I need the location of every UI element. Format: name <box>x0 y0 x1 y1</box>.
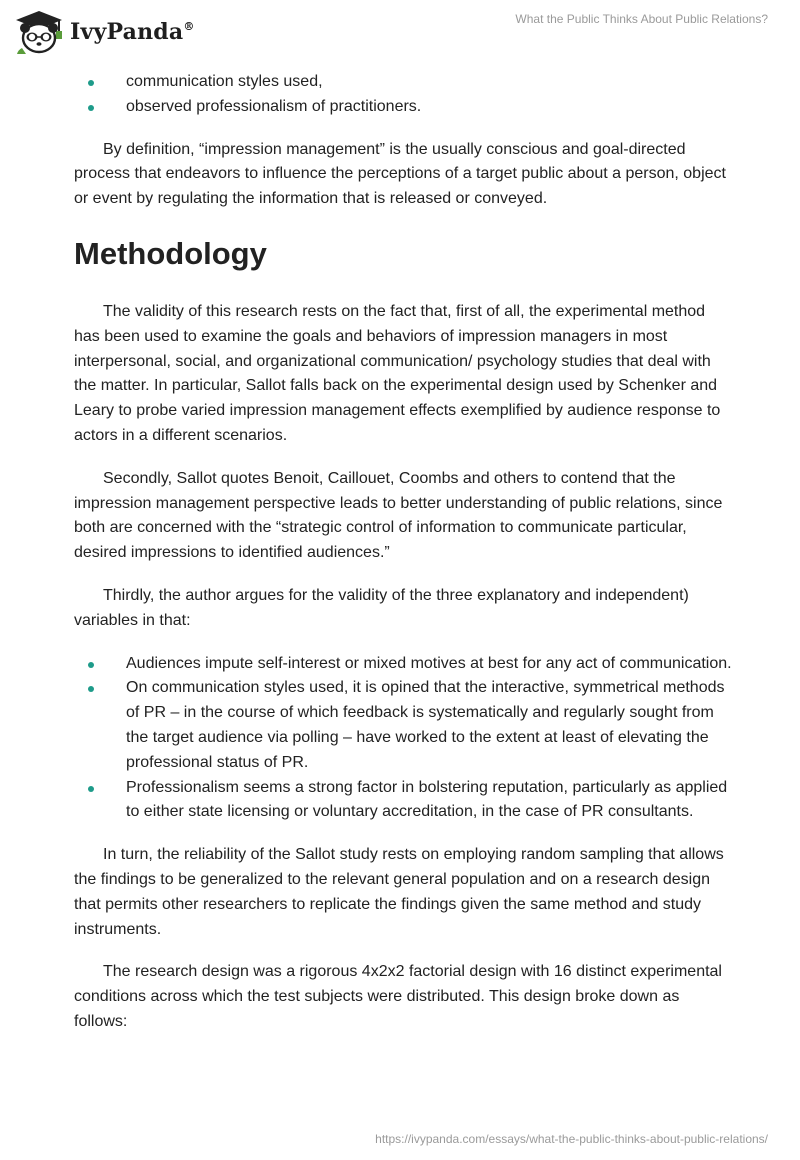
list-item: Audiences impute self-interest or mixed motives at best for any act of communication. <box>74 652 734 677</box>
registered-mark: ® <box>183 20 195 33</box>
bullet-dot-icon <box>88 686 94 692</box>
list-item: observed professionalism of practitioners. <box>74 95 734 120</box>
paragraph: By definition, “impression management” is the usually conscious and goal-directed process that endeavors to influence the perceptions of a target public about a person, object or event by regulating the information that is released or conveyed. <box>74 140 726 208</box>
variables-bullet-list <box>74 652 734 826</box>
list-item: On communication styles used, it is opined that the interactive, symmetrical methods of PR – in the course of which feedback is systematically and regularly sought from the target audience via polling – have worked to the extent at least of elevating the professional status of PR. <box>74 676 734 775</box>
document-title: What the Public Thinks About Public Relations? <box>515 12 768 26</box>
list-item: communication styles used, <box>74 70 734 95</box>
list-item: Professionalism seems a strong factor in bolstering reputation, particularly as applied to either state licensing or voluntary accreditation, in the case of PR consultants. <box>74 776 734 826</box>
intro-bullet-list <box>74 70 734 120</box>
page-header <box>0 0 800 60</box>
paragraph: Secondly, Sallot quotes Benoit, Caillouet, Coombs and others to contend that the impression management perspective leads to better understanding of public relations, since both are concerned with the “strategic control of information to communicate particular, desired impressions to identified audiences.” <box>74 469 723 562</box>
bullet-dot-icon <box>88 105 94 111</box>
ivypanda-logo[interactable] <box>14 10 195 54</box>
brand-name: IvyPanda® <box>70 19 195 45</box>
bullet-dot-icon <box>88 80 94 86</box>
paragraph: The research design was a rigorous 4x2x2 factorial design with 16 distinct experimental conditions across which the test subjects were distributed. This design broke down as follows: <box>74 963 722 1030</box>
source-url[interactable]: https://ivypanda.com/essays/what-the-public-thinks-about-public-relations/ <box>375 1132 768 1146</box>
paragraph: The validity of this research rests on the fact that, first of all, the experimental method has been used to examine the goals and behaviors of impression managers in most interpersonal, social, and organizational communication/ psychology studies that deal with the matter. In particular, Sallot falls back on the experimental design used by Schenker and Leary to probe varied impression management effects exemplified by audience response to actors in a different scenarios. <box>74 302 721 444</box>
essay-body <box>74 70 734 1035</box>
paragraph: In turn, the reliability of the Sallot study rests on employing random sampling that allows the findings to be generalized to the relevant general population and on a research design that permits other researchers to replicate the findings given the same method and study instruments. <box>74 846 724 938</box>
panda-graduate-icon <box>14 10 64 54</box>
paragraph: Thirdly, the author argues for the validity of the three explanatory and independent) variables in that: <box>74 586 689 629</box>
section-heading: Methodology <box>74 235 267 271</box>
bullet-dot-icon <box>88 662 94 668</box>
bullet-dot-icon <box>88 786 94 792</box>
